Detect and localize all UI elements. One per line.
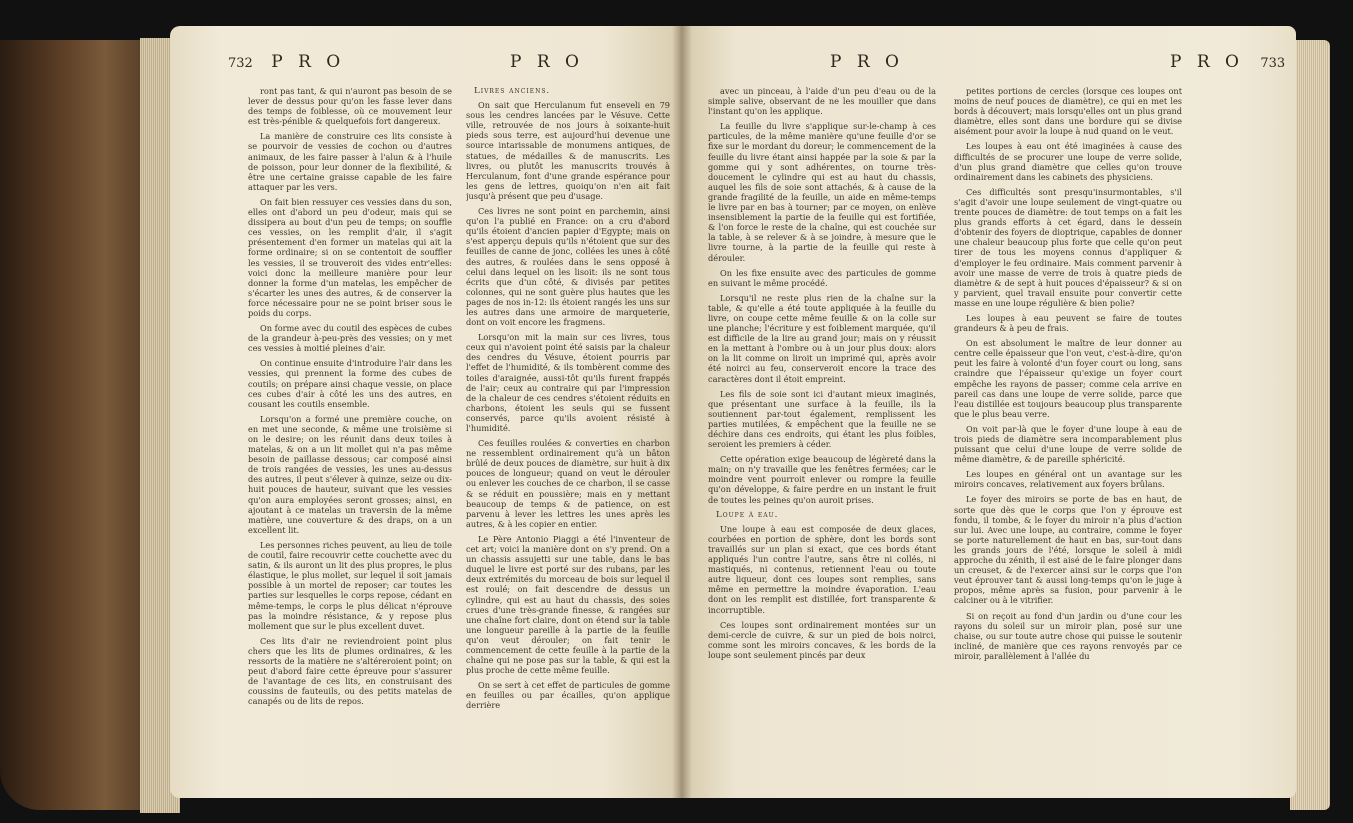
paragraph: Ces livres ne sont point en parchemin, ainsi qu'on l'a publié en France: on a cru d'abord qu'ils étoient d'ancien papier d'Egypte; mais on s'est apperçu depuis qu'ils n'étoient que sur des feuilles de canne de jonc, collées les unes à côté des autres, & roulées dans le sens opposé à celui dans lequel on les lisoit: ils ne sont tous écrits que d'un côté, & divisés par petites colonnes, qui ne sont guère plus hautes que les pages de nos in-12: ils étoient rangés les uns sur les autres dans une armoire de marqueterie, dont on voit encore les fragmens. <box>466 206 670 328</box>
right-column-1 <box>708 86 936 786</box>
right-page-header-2 <box>1170 52 1285 78</box>
running-head-left-2: P R O <box>510 52 584 72</box>
paragraph: avec un pinceau, à l'aide d'un peu d'eau ou de la simple salive, observant de ne les mouiller que dans l'instant qu'on les applique. <box>708 86 936 117</box>
paragraph: Les personnes riches peuvent, au lieu de toile de coutil, faire recouvrir cette couchette avec du satin, & ils auront un lit des plus propres, le plus élastique, le plus mollet, sur lequel il soit jamais possible à un mortel de reposer; car toutes les parties sur lesquelles le corps repose, cédant en même-temps, le corps le plus délicat n'éprouve pas la moindre résistance, & y repose plus mollement que sur le plus excellent duvet. <box>248 539 452 631</box>
paragraph: Les loupes à eau ont été imaginées à cause des difficultés de se procurer une loupe de verre solide, d'un plus grand diamètre que celles qu'on trouve ordinairement dans les cabinets des physiciens. <box>954 141 1182 182</box>
paragraph: Ces difficultés sont presqu'insurmontables, s'il s'agit d'avoir une loupe seulement de vingt-quatre ou trente pouces de diamètre: de tout temps on a fait les plus grands efforts à cet égard, dans le dessein d'obtenir des foyers de dioptrique, capables de donner une chaleur beaucoup plus forte que celle qu'on peut tirer de tous les moyens connus d'appliquer & d'employer le feu ordinaire. Mais comment parvenir à avoir une masse de verre de trois à quatre pieds de diamètre & de sept à huit pouces d'épaisseur? & si on y parvient, quel travail ensuite pour convertir cette masse en une loupe régulière & bien polie? <box>954 186 1182 308</box>
right-page-header <box>830 52 904 78</box>
paragraph: On sait que Herculanum fut enseveli en 79 sous les cendres lancées par le Vésuve. Cette ville, retrouvée de nos jours à soixante-huit pieds sous terre, est aujourd'hui devenue une source intarissable de monumens antiques, de statues, de médailles & de manuscrits. Les livres, ou plutôt les manuscrits trouvés à Herculanum, font d'une grande espérance pour les gens de lettres, quoiqu'on n'en ait fait jusqu'à présent que peu d'usage. <box>466 100 670 201</box>
paragraph: Ces feuilles roulées & converties en charbon ne ressemblent ordinairement qu'à un bâton brûlé de deux pouces de diamètre, sur huit à dix pouces de longueur; quand on veut le dérouler ou enlever les couches de ce charbon, il se casse & se réduit en poussière; mais en y mettant beaucoup de temps & de patience, on est parvenu à lever les lettres les unes après les autres, & à les copier en entier. <box>466 438 670 529</box>
paragraph: Une loupe à eau est composée de deux glaces, courbées en portion de sphère, dont les bords sont travaillés sur un plan si exact, que ces bords étant appliqués l'un contre l'autre, sans être ni collés, ni mastiqués, ni contenus, retiennent l'eau ou toute autre liqueur, dont ces loupes sont remplies, sans même en permettre la moindre évaporation. L'eau dont on les remplit est distillée, fort transparente & incorruptible. <box>708 523 936 615</box>
paragraph: La feuille du livre s'applique sur-le-champ à ces particules, de la même manière qu'une feuille d'or se fixe sur le mordant du doreur; le commencement de la feuille du livre étant ainsi happée par la soie & par la gomme qui y sont adhérentes, on tourne très-doucement le cylindre qui est au haut du chassis, auquel les fils de soie sont attachés, & à cause de la grande fragilité de la feuille, un aide en même-temps le livre par en bas à tourner; par ce moyen, on enlève insensiblement la partie de la feuille qui est fortifiée, & l'on force le reste de la chaîne, qui est couchée sur la table, à se relever & à se joindre, à mesure que le livre tourne, à la partie de la feuille qui reste à dérouler. <box>708 121 936 263</box>
right-column-2 <box>954 86 1182 786</box>
left-column-1 <box>248 86 452 786</box>
paragraph: On forme avec du coutil des espèces de cubes de la grandeur à-peu-près des vessies; on y met ces vessies à moitié pleines d'air. <box>248 323 452 354</box>
paragraph: Lorsqu'on a formé une première couche, on en met une seconde, & même une troisième si on le desire; on les réunit dans deux toiles à matelas, & on a un lit mollet qui n'a pas même besoin de paillasse dessous; car composé ainsi de trois rangées de vessies, les unes au-dessus des autres, il peut s'élever à quinze, seize ou dix-huit pouces de hauteur, suivant que les vessies qu'on aura employées seront grosses; ainsi, en ajoutant à ce matelas un traversin de la même matière, une couverture & des draps, on a un excellent lit. <box>248 413 452 535</box>
page-edges-right <box>1290 40 1330 810</box>
paragraph: Les loupes à eau peuvent se faire de toutes grandeurs & à peu de frais. <box>954 312 1182 334</box>
paragraph: On voit par-là que le foyer d'une loupe à eau de trois pieds de diamètre sera incomparablement plus puissant que celui d'une loupe de verre solide de même diamètre, & de pareille sphéricité. <box>954 423 1182 465</box>
paragraph: Si on reçoit au fond d'un jardin ou d'une cour les rayons du soleil sur un miroir plan, posé sur une chaise, ou sur toute autre chose qui puisse le soutenir incliné, de manière que ces rayons renvoyés par ce miroir, parallèlement à l'allée du <box>954 610 1182 661</box>
paragraph: ront pas tant, & qui n'auront pas besoin de se lever de dessus pour qu'on les fasse lever dans des temps de foiblesse, où ce mouvement leur est très-pénible & quelquefois fort dangereux. <box>248 86 452 127</box>
book-gutter <box>672 26 692 798</box>
paragraph: On les fixe ensuite avec des particules de gomme en suivant le même procédé. <box>708 267 936 288</box>
paragraph: Lorsqu'on mit la main sur ces livres, tous ceux qui n'avoient point été saisis par la chaleur des cendres du Vésuve, étoient pourris par l'effet de l'humidité, & ils tombèrent comme des toiles d'araignée, aussi-tôt qu'ils furent frappés de l'air; ceux au contraire qui par l'impression de la chaleur de ces cendres s'étoient réduits en charbons, étoient les seuls qui se fussent conservés, parce qu'ils avoient résisté à l'humidité. <box>466 332 670 433</box>
running-head-right-2: P R O <box>1170 52 1244 72</box>
running-head-left-1: P R O <box>271 52 346 72</box>
paragraph: On se sert à cet effet de particules de gomme en feuilles ou par écailles, qu'on applique derrière <box>466 680 670 711</box>
left-column-2 <box>466 86 670 786</box>
paragraph: On continue ensuite d'introduire l'air dans les vessies, qui prennent la forme des cubes de coutils; on prépare ainsi chaque vessie, on place ces cubes d'air à côté les uns des autres, en cousant les coutils ensemble. <box>248 358 452 409</box>
paragraph: On fait bien ressuyer ces vessies dans du son, elles ont d'abord un peu d'odeur, mais qui se dissipera au bout d'un peu de temps; on souffle ces vessies, on les remplit d'air, il s'agit présentement d'en former un matelas qui ait la forme ordinaire; si on se contentoit de souffler les vessies, il se trouveroit des vides entr'elles: voici donc la meilleure manière pour leur donner la forme d'un matelas, les empêcher de s'écarter les unes des autres, & de conserver la force nécessaire pour ne se point briser sous le poids du corps. <box>248 196 452 318</box>
paragraph: Les fils de soie sont ici d'autant mieux imaginés, que présentant une surface à la feuille, ils la soutiennent par-tout également, remplissent les parties mutilées, & empêchent que la feuille ne se déchire dans ces endroits, qui étant les plus foibles, seroient les premiers à céder. <box>708 388 936 450</box>
paragraph: Ces loupes sont ordinairement montées sur un demi-cercle de cuivre, & sur un pied de bois noirci, comme sont les miroirs concaves, & les bords de la loupe sont seulement pincés par deux <box>708 619 936 660</box>
paragraph: Le Père Antonio Piaggi a été l'inventeur de cet art; voici la manière dont on s'y prend. On a un chassis assujetti sur une table, dans le bas duquel le livre est porté sur des rubans, par les deux extrémités du morceau de bois sur lequel il est roulé; on fait descendre de dessus un cylindre, qui est au haut du chassis, des soies crues d'une très-grande finesse, & rangées sur une chaîne fort claire, dont on étend sur la table une longueur pareille à la partie de la feuille qu'on veut dérouler; on fait tenir le commencement de cette feuille à la partie de la chaîne qui ne pose pas sur la table, & qui est la plus proche de cette même feuille. <box>466 533 670 676</box>
paragraph: On est absolument le maître de leur donner au centre celle épaisseur que l'on veut, c'est-à-dire, qu'on peut les faire à volonté d'un foyer court ou long, sans craindre que l'épaisseur qu'exige un foyer court empêche les rayons de passer; comme cela arrive en pareil cas dans une loupe de verre solide, parce que l'eau distillée est toujours beaucoup plus transparente que le plus beau verre. <box>954 338 1182 419</box>
paragraph: petites portions de cercles (lorsque ces loupes ont moins de neuf pouces de diamètre), ce qui en met les bords à découvert; mais lorsqu'elles ont un plus grand diamètre, elles sont dans une bordure qui se divise aisément pour avoir la loupe à nud quand on le veut. <box>954 86 1182 137</box>
page-number-right: 733 <box>1260 56 1286 71</box>
section-heading-loupe-a-eau: Loupe à eau. <box>716 509 779 520</box>
paragraph: Le foyer des miroirs se porte de bas en haut, de sorte que dès que le corps que l'on y éprouve est fondu, il tombe, & le foyer du miroir n'a plus d'action sur lui. Avec une loupe, au contraire, comme le foyer se porte naturellement de haut en bas, sur-tout dans les grands jours de l'été, lorsque le soleil à midi approche du zénith, il est aisé de le faire plonger dans un creuset, & de l'exercer ainsi sur le corps que l'on veut éprouver tant & aussi long-temps qu'on le juge à propos, même après sa fusion, pour parvenir à le calciner ou à le vitrifier. <box>954 494 1182 606</box>
paragraph: Lorsqu'il ne reste plus rien de la chaîne sur la table, & qu'elle a été toute appliquée à la feuille du livre, on coupe cette même feuille & on la colle sur une planche; l'écriture y est foiblement marquée, qu'il est difficile de la lire au grand jour; mais on y réussit en la mettant à l'ombre ou à un jour plus doux: alors on la lit comme on liroit un imprimé qui, après avoir été noirci au feu, conserveroit encore la trace des caractères dont il étoit empreint. <box>708 292 936 384</box>
left-page-header-2 <box>510 52 584 78</box>
page-number-left: 732 <box>228 56 253 71</box>
paragraph: Les loupes en général ont un avantage sur les miroirs concaves, relativement aux foyers brûlans. <box>954 469 1182 490</box>
left-page-header <box>228 52 345 78</box>
section-heading-livres-anciens: Livres anciens. <box>474 86 551 96</box>
paragraph: Cette opération exige beaucoup de légèreté dans la main; on n'y travaille que les fenêtres fermées; car le moindre vent pourroit enlever ou rompre la feuille qu'on développe, & faire perdre en un instant le fruit de toutes les peines qu'on auroit prises. <box>708 454 936 505</box>
paragraph: Ces lits d'air ne reviendroient point plus chers que les lits de plumes ordinaires, & les ressorts de la matière ne s'altéreroient point; on peut d'abord faire cette épreuve pour s'assurer de l'avantage de ces lits, en construisant des coussins de fauteuils, ou des petits matelas de canapés ou de lits de repos. <box>248 635 452 707</box>
paragraph: La manière de construire ces lits consiste à se pourvoir de vessies de cochon ou d'autres animaux, de les faire passer à l'alun & à l'huile de poisson, pour leur donner de la flexibilité, & être une certaine graisse capable de les faire attaquer par les vers. <box>248 131 452 192</box>
running-head-right-1: P R O <box>830 52 904 72</box>
